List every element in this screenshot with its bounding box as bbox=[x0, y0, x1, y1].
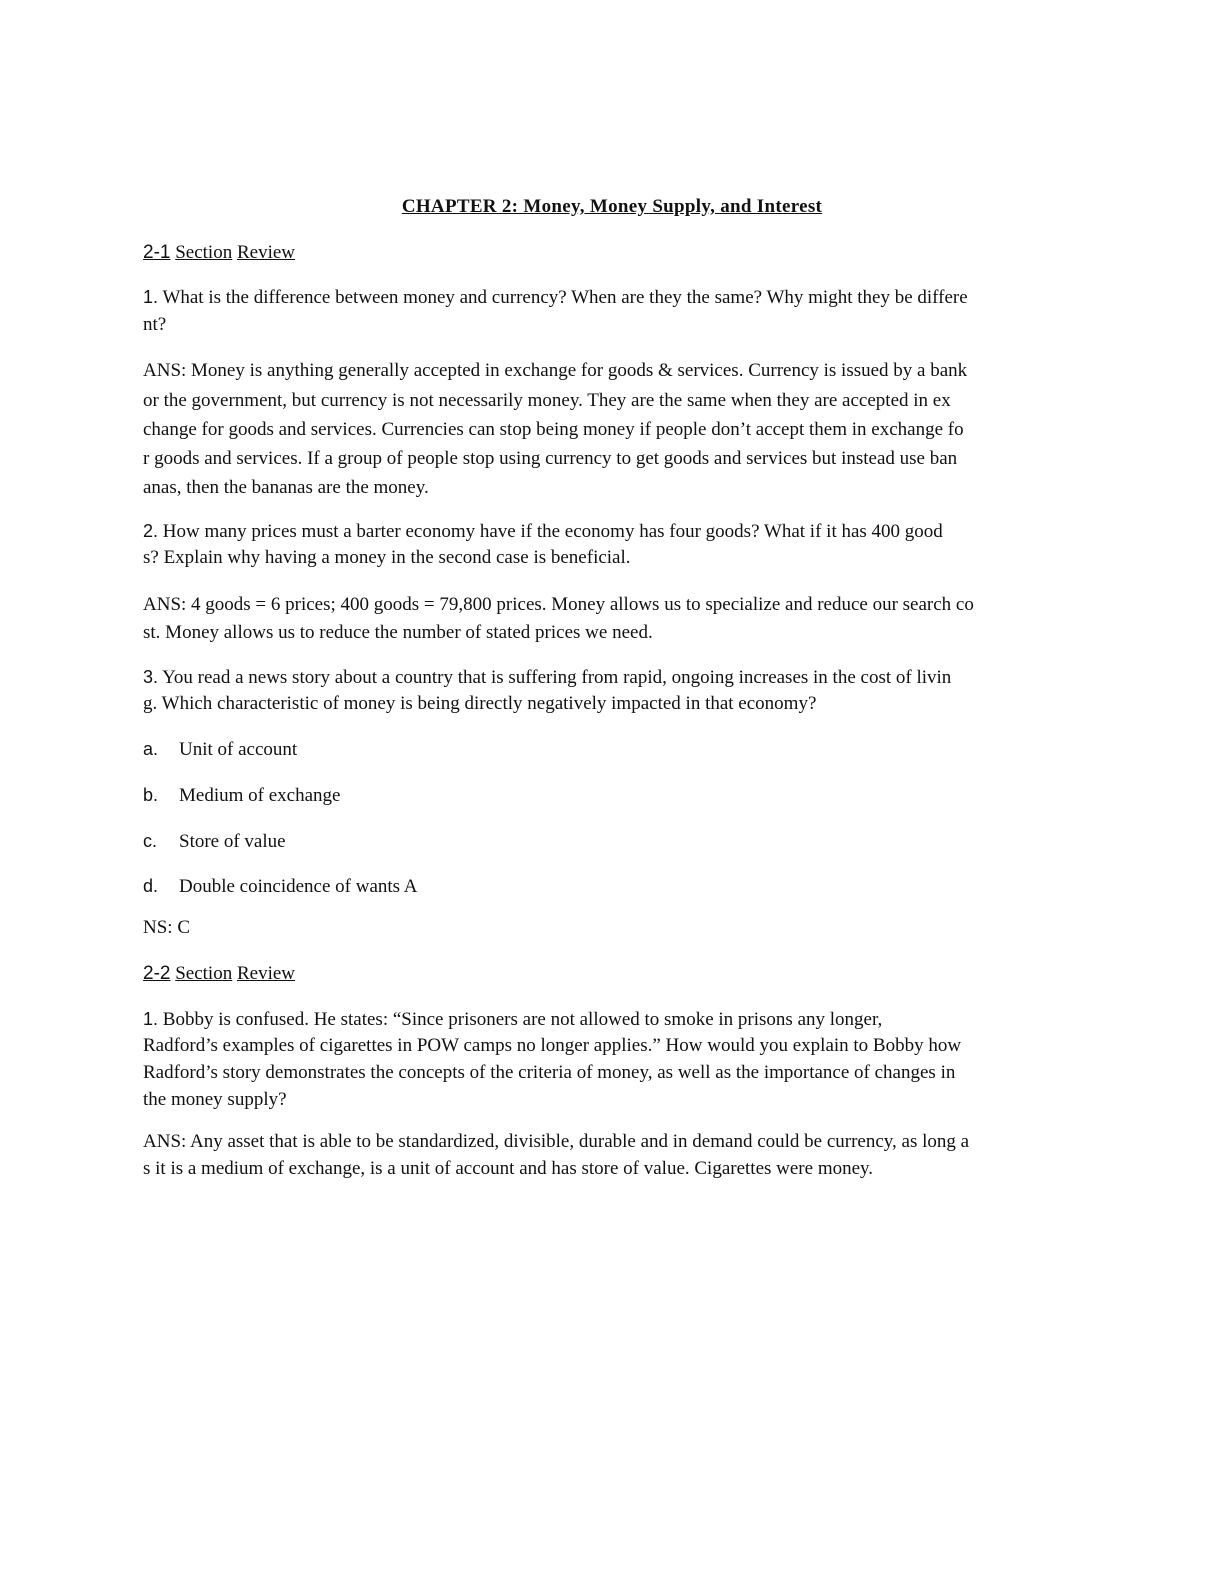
question-text: Bobby is confused. He states: “Since prisoners are not allowed to smoke in prisons any longer, bbox=[162, 1009, 883, 1030]
question-line bbox=[143, 285, 1063, 310]
section-word: Section bbox=[175, 963, 233, 984]
answer-line: r goods and services. If a group of people stop using currency to get goods and services but instead use ban bbox=[143, 448, 958, 469]
answer-line: ANS: Money is anything generally accepted in exchange for goods & services. Currency is issued by a bank bbox=[143, 360, 968, 381]
option-text: Double coincidence of wants A bbox=[179, 876, 418, 897]
answer-line: or the government, but currency is not necessarily money. They are the same when they are accepted in ex bbox=[143, 390, 951, 411]
question-line: Radford’s examples of cigarettes in POW camps no longer applies.” How would you explain to Bobby how bbox=[143, 1035, 962, 1056]
option-letter: a. bbox=[143, 739, 159, 759]
answer-line: st. Money allows us to reduce the number of stated prices we need. bbox=[143, 622, 653, 643]
section-heading-2-1 bbox=[143, 241, 1063, 265]
section-word: Section bbox=[175, 242, 233, 263]
answer-line: ANS: 4 goods = 6 prices; 400 goods = 79,800 prices. Money allows us to specialize and reduce our search co bbox=[143, 594, 974, 615]
option-text: Medium of exchange bbox=[179, 785, 341, 806]
section-number: 2-1 bbox=[143, 242, 171, 263]
option-item bbox=[143, 874, 1063, 899]
section-number: 2-2 bbox=[143, 963, 171, 984]
question-line: nt? bbox=[143, 314, 167, 335]
review-word: Review bbox=[236, 963, 296, 984]
option-text: Unit of account bbox=[179, 739, 298, 760]
question-line bbox=[143, 1007, 1063, 1032]
question-line: s? Explain why having a money in the second case is beneficial. bbox=[143, 547, 631, 568]
option-item bbox=[143, 783, 1063, 808]
option-letter: d. bbox=[143, 876, 159, 896]
review-word: Review bbox=[236, 242, 296, 263]
question-number: 2. bbox=[143, 521, 159, 541]
question-line: g. Which characteristic of money is being directly negatively impacted in that economy? bbox=[143, 693, 817, 714]
question-number: 3. bbox=[143, 667, 159, 687]
answer-line: NS: C bbox=[143, 917, 190, 938]
option-text: Store of value bbox=[179, 831, 286, 852]
answer-line: anas, then the bananas are the money. bbox=[143, 477, 429, 498]
question-text: How many prices must a barter economy have if the economy has four goods? What if it has 400 good bbox=[162, 521, 943, 542]
answer-line: change for goods and services. Currencies can stop being money if people don’t accept them in exchange fo bbox=[143, 419, 964, 440]
question-number: 1. bbox=[143, 287, 159, 307]
section-heading-2-2 bbox=[143, 962, 1063, 986]
option-letter: c. bbox=[143, 831, 158, 851]
question-line bbox=[143, 665, 1063, 690]
question-line: Radford’s story demonstrates the concepts of the criteria of money, as well as the importance of changes in bbox=[143, 1062, 956, 1083]
question-line: the money supply? bbox=[143, 1089, 287, 1110]
question-text: You read a news story about a country that is suffering from rapid, ongoing increases in the cost of livin bbox=[162, 667, 952, 688]
option-letter: b. bbox=[143, 785, 159, 805]
answer-line: s it is a medium of exchange, is a unit of account and has store of value. Cigarettes were money. bbox=[143, 1158, 874, 1179]
chapter-title: CHAPTER 2: Money, Money Supply, and Interest bbox=[401, 196, 823, 217]
question-number: 1. bbox=[143, 1009, 159, 1029]
answer-line: ANS: Any asset that is able to be standardized, divisible, durable and in demand could be currency, as long a bbox=[143, 1131, 970, 1152]
option-item bbox=[143, 737, 1063, 762]
question-line bbox=[143, 519, 1063, 544]
question-text: What is the difference between money and currency? When are they the same? Why might they be differe bbox=[162, 287, 968, 308]
option-item bbox=[143, 829, 1063, 854]
